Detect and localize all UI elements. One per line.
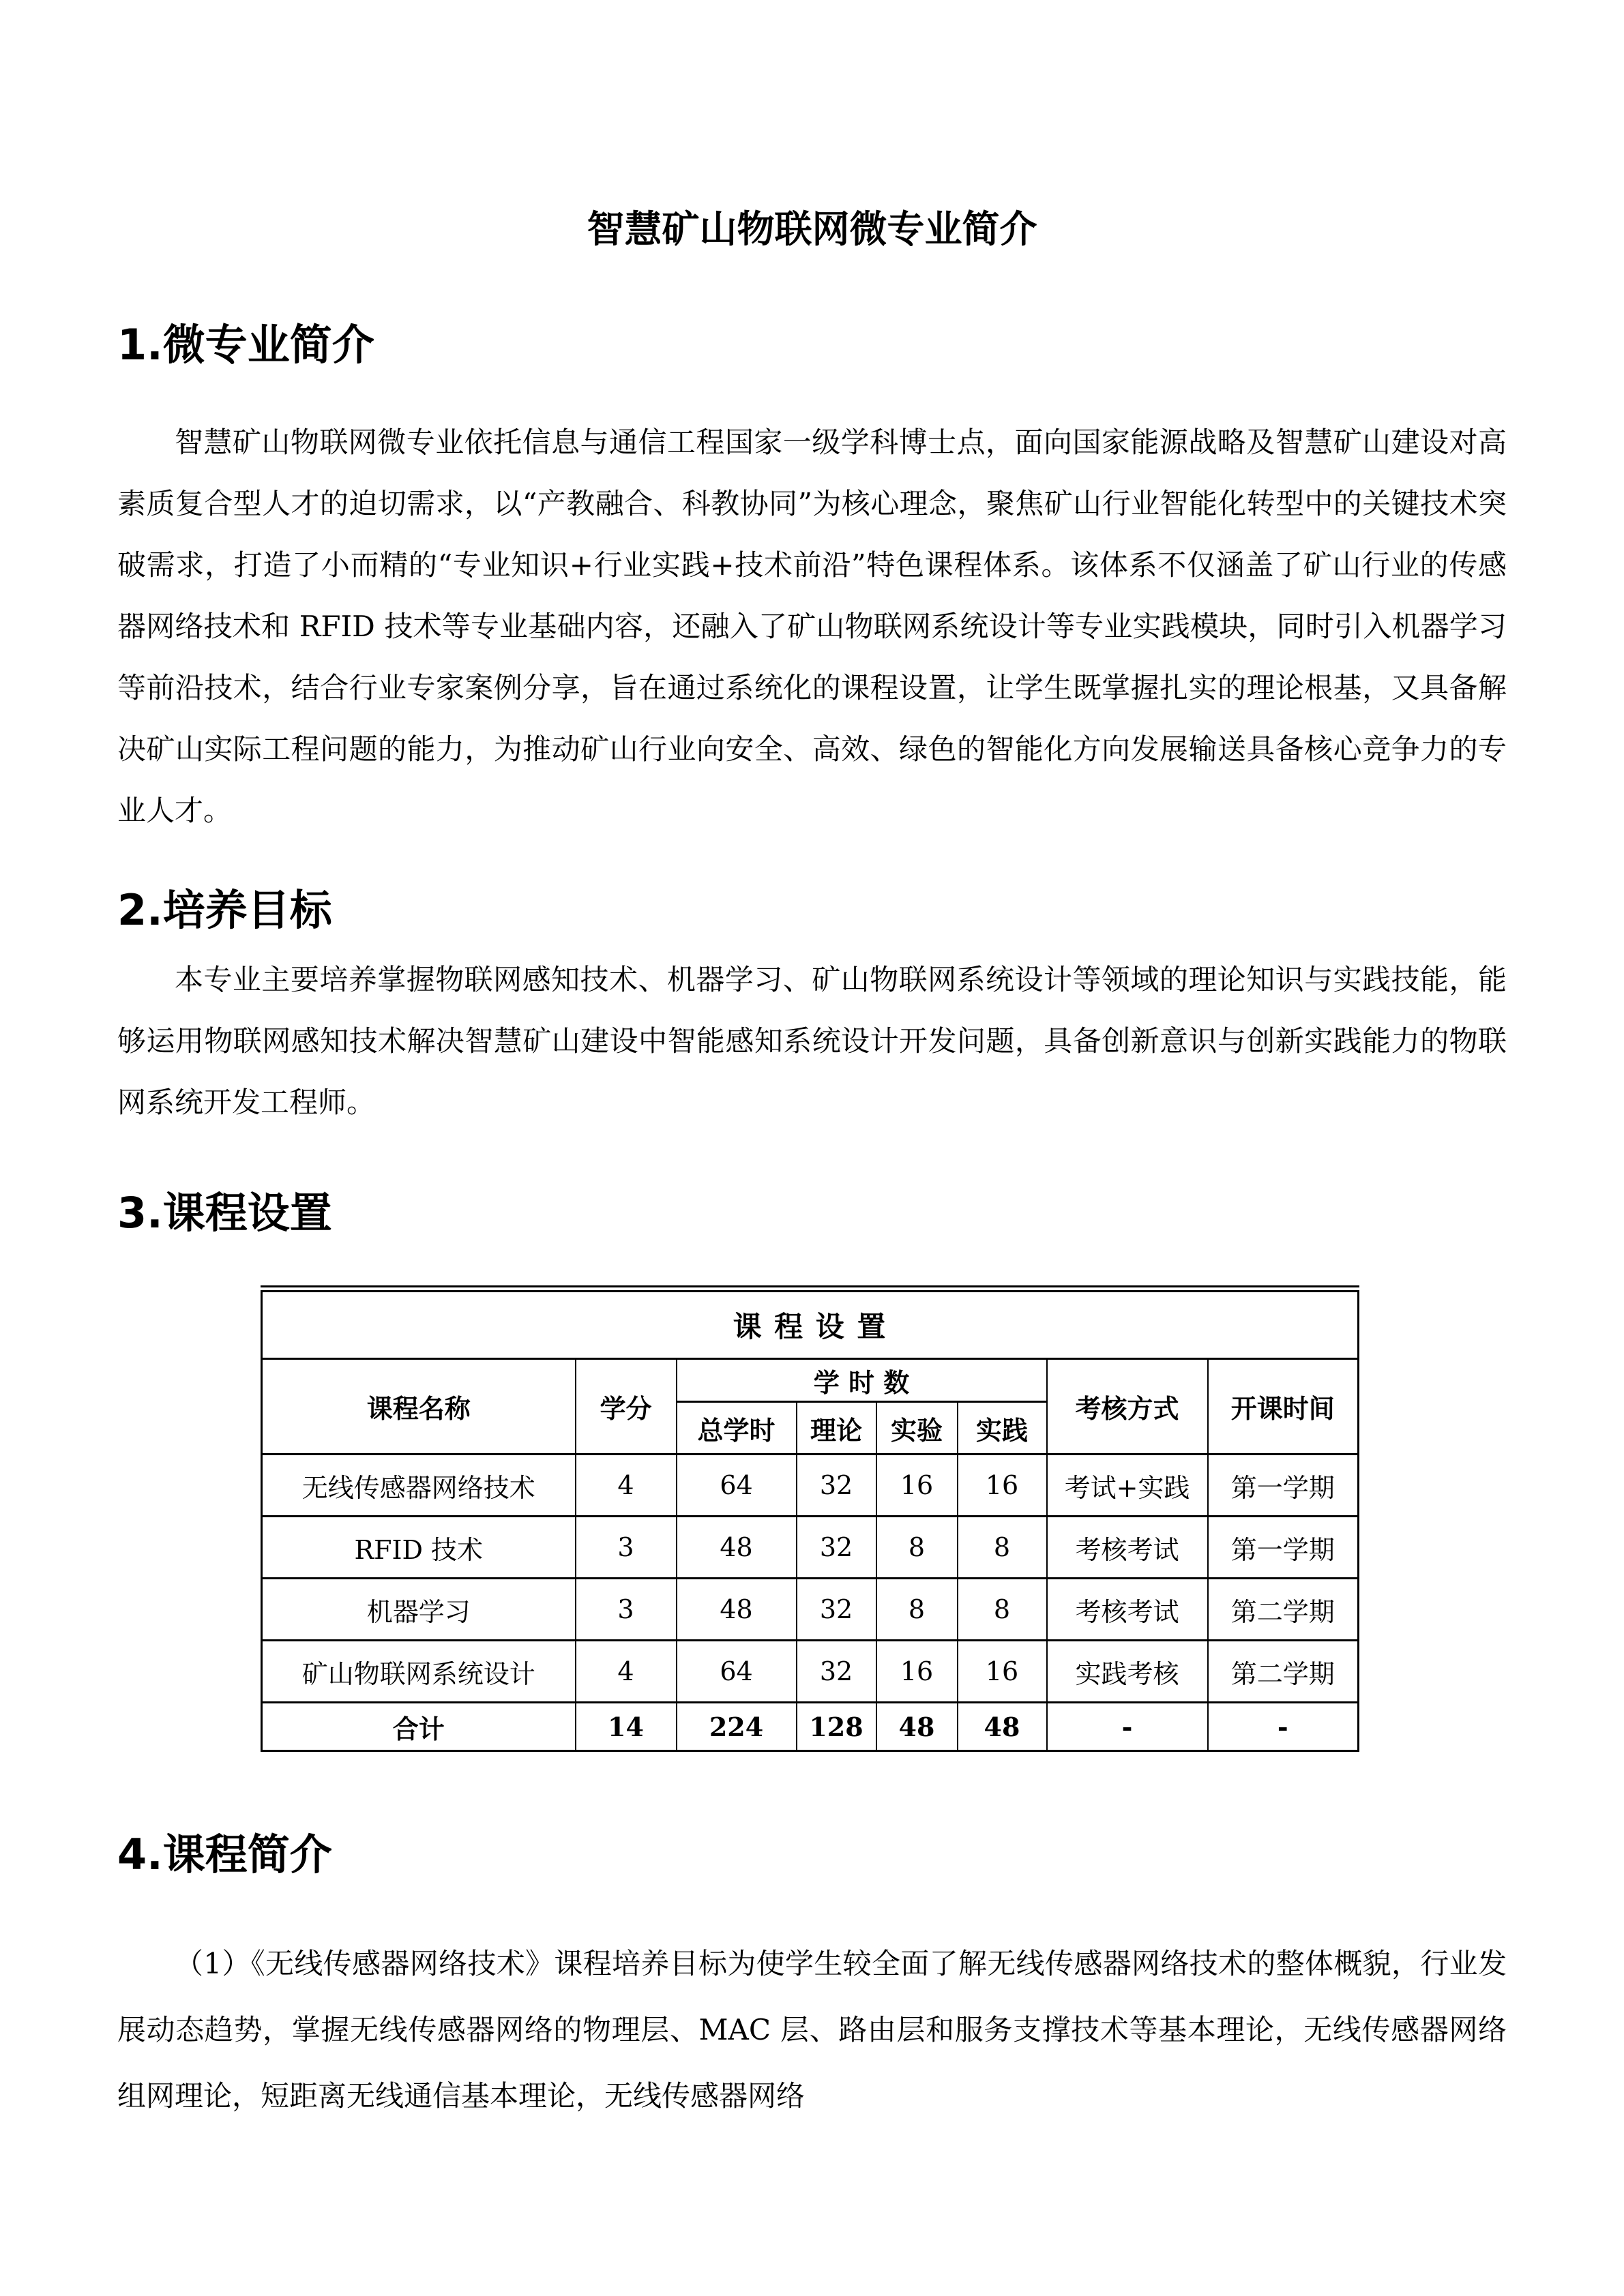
col-header-assessment: 考核方式 (1047, 1359, 1208, 1455)
section-2-paragraph: 本专业主要培养掌握物联网感知技术、机器学习、矿山物联网系统设计等领域的理论知识与实践技能，能够运用物联网感知技术解决智慧矿山建设中智能感知系统设计开发问题，具备创新意识与创新实践能力的物联网系统开发工程师。 (117, 962, 1507, 1119)
document-title: 智慧矿山物联网微专业简介 (587, 207, 1037, 251)
cell-total-hours: 48 (677, 1517, 797, 1579)
table-row (262, 1579, 1359, 1641)
cell-theory: 128 (797, 1703, 876, 1751)
col-header-semester: 开课时间 (1208, 1359, 1359, 1455)
cell-credits: 4 (576, 1641, 677, 1703)
section-1-heading: 1.微专业简介 (117, 319, 374, 370)
table-header-row (262, 1359, 1359, 1402)
col-header-theory: 理论 (797, 1402, 876, 1455)
course-table (261, 1285, 1359, 1752)
cell-experiment: 16 (876, 1455, 958, 1517)
cell-assessment: - (1047, 1703, 1208, 1751)
col-header-practice: 实践 (958, 1402, 1047, 1455)
col-header-experiment: 实验 (876, 1402, 958, 1455)
cell-total-hours: 224 (677, 1703, 797, 1751)
cell-practice: 48 (958, 1703, 1047, 1751)
cell-experiment: 8 (876, 1517, 958, 1579)
table-row (262, 1517, 1359, 1579)
cell-assessment: 实践考核 (1047, 1641, 1208, 1703)
cell-experiment: 16 (876, 1641, 958, 1703)
section-1-paragraph: 智慧矿山物联网微专业依托信息与通信工程国家一级学科博士点，面向国家能源战略及智慧矿山建设对高素质复合型人才的迫切需求，以“产教融合、科教协同”为核心理念，聚焦矿山行业智能化转型中的关键技术突破需求，打造了小而精的“专业知识+行业实践+技术前沿”特色课程体系。该体系不仅涵盖了矿山行业的传感器网络技术和 RFID 技术等专业基础内容，还融入了矿山物联网系统设计等专业实践模块，同时引入机器学习等前沿技术，结合行业专家案例分享，旨在通过系统化的课程设置，让学生既掌握扎实的理论根基，又具备解决矿山实际工程问题的能力，为推动矿山行业向安全、高效、绿色的智能化方向发展输送具备核心竞争力的专业人才。 (117, 426, 1507, 827)
table-row (262, 1455, 1359, 1517)
cell-credits: 3 (576, 1517, 677, 1579)
cell-theory: 32 (797, 1641, 876, 1703)
cell-course-name: 机器学习 (262, 1579, 576, 1641)
cell-total-hours: 64 (677, 1455, 797, 1517)
section-4-heading: 4.课程简介 (117, 1830, 332, 1879)
section-3-heading: 3.课程设置 (117, 1187, 332, 1238)
cell-semester: 第一学期 (1208, 1455, 1359, 1517)
cell-practice: 8 (958, 1579, 1047, 1641)
cell-course-name: 矿山物联网系统设计 (262, 1641, 576, 1703)
cell-theory: 32 (797, 1455, 876, 1517)
cell-credits: 3 (576, 1579, 677, 1641)
cell-practice: 8 (958, 1517, 1047, 1579)
cell-semester: 第一学期 (1208, 1517, 1359, 1579)
cell-credits: 14 (576, 1703, 677, 1751)
col-header-total-hours: 总学时 (677, 1402, 797, 1455)
cell-assessment: 考核考试 (1047, 1517, 1208, 1579)
cell-assessment: 考试+实践 (1047, 1455, 1208, 1517)
cell-total-label: 合计 (262, 1703, 576, 1751)
table-title-row (262, 1289, 1359, 1359)
section-2-heading: 2.培养目标 (117, 885, 332, 935)
cell-semester: 第二学期 (1208, 1641, 1359, 1703)
table-row (262, 1641, 1359, 1703)
cell-theory: 32 (797, 1579, 876, 1641)
cell-semester: - (1208, 1703, 1359, 1751)
cell-practice: 16 (958, 1455, 1047, 1517)
course-table-title: 课 程 设 置 (262, 1289, 1359, 1359)
cell-experiment: 48 (876, 1703, 958, 1751)
cell-course-name: RFID 技术 (262, 1517, 576, 1579)
col-header-credits: 学分 (576, 1359, 677, 1455)
cell-credits: 4 (576, 1455, 677, 1517)
cell-theory: 32 (797, 1517, 876, 1579)
cell-practice: 16 (958, 1641, 1047, 1703)
cell-experiment: 8 (876, 1579, 958, 1641)
cell-total-hours: 64 (677, 1641, 797, 1703)
cell-course-name: 无线传感器网络技术 (262, 1455, 576, 1517)
cell-assessment: 考核考试 (1047, 1579, 1208, 1641)
cell-semester: 第二学期 (1208, 1579, 1359, 1641)
col-header-course-name: 课程名称 (262, 1359, 576, 1455)
table-total-row (262, 1703, 1359, 1751)
col-header-hours-group: 学 时 数 (677, 1359, 1047, 1402)
section-4-paragraph: （1）《无线传感器网络技术》课程培养目标为使学生较全面了解无线传感器网络技术的整体概貌，行业发展动态趋势，掌握无线传感器网络的物理层、MAC 层、路由层和服务支撑技术等基本理论，无线传感器网络组网理论，短距离无线通信基本理论，无线传感器网络 (117, 1946, 1507, 2113)
cell-total-hours: 48 (677, 1579, 797, 1641)
